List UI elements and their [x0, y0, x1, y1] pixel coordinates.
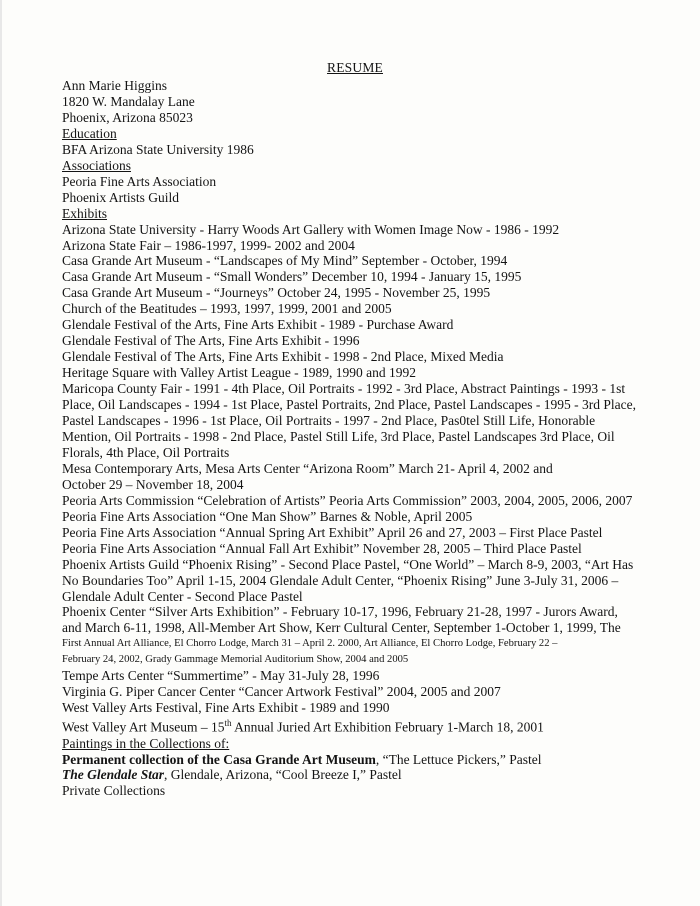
exhibit-item-line: No Boundaries Too” April 1-15, 2004 Glendale Adult Center, “Phoenix Rising” June 3-July 31, 2006 –	[62, 572, 619, 588]
exhibit-item: Arizona State University - Harry Woods Art Gallery with Women Image Now - 1986 - 1992	[62, 221, 560, 237]
exhibit-item: Peoria Fine Arts Association “Annual Fall Art Exhibit” November 28, 2005 – Third Place Pastel	[62, 540, 582, 556]
associations-heading: Associations	[62, 157, 131, 173]
exhibit-item: Peoria Fine Arts Association “One Man Show” Barnes & Noble, April 2005	[62, 508, 473, 524]
exhibit-item: Casa Grande Art Museum - “Journeys” October 24, 1995 - November 25, 1995	[62, 285, 491, 301]
exhibit-item-line: February 24, 2002, Grady Gammage Memorial Auditorium Show, 2004 and 2005	[62, 654, 409, 666]
exhibit-item: Arizona State Fair – 1986-1997, 1999- 2002 and 2004	[62, 237, 355, 253]
exhibit-text: Annual Juried Art Exhibition February 1-March 18, 2001	[231, 719, 544, 735]
exhibit-item-line: October 29 – November 18, 2004	[62, 476, 244, 492]
collection-item	[62, 752, 642, 768]
exhibit-item-line: First Annual Art Alliance, El Chorro Lodge, March 31 – April 2. 2000, Art Alliance, El Chorro Lodge, February 22 –	[62, 638, 558, 650]
exhibits-heading: Exhibits	[62, 205, 108, 221]
exhibit-item: Casa Grande Art Museum - “Small Wonders” December 10, 1994 - January 15, 1995	[62, 269, 522, 285]
exhibit-text: West Valley Art Museum – 15	[62, 719, 225, 735]
exhibit-item: Heritage Square with Valley Artist League - 1989, 1990 and 1992	[62, 365, 417, 381]
exhibit-item-line: Glendale Adult Center - Second Place Pastel	[62, 588, 303, 604]
collections-heading: Paintings in the Collections of:	[62, 735, 230, 751]
ordinal-suffix: th	[224, 718, 232, 729]
scan-edge	[0, 0, 2, 906]
collection-owner: The Glendale Star	[62, 767, 165, 783]
exhibit-item-line: Maricopa County Fair - 1991 - 4th Place, Oil Portraits - 1992 - 3rd Place, Abstract Paintings - 1993 - 1st	[62, 381, 626, 397]
education-item: BFA Arizona State University 1986	[62, 141, 254, 157]
exhibit-item-line: Phoenix Center “Silver Arts Exhibition” - February 10-17, 1996, February 21-28, 1997 - Jurors Award,	[62, 604, 618, 620]
collection-item: Private Collections	[62, 783, 166, 799]
exhibit-item-line: Pastel Landscapes - 1996 - 1st Place, Oil Portraits - 1997 - 2nd Place, Pas0tel Still Life, Honorable	[62, 413, 596, 429]
contact-address: 1820 W. Mandalay Lane	[62, 93, 195, 109]
exhibit-item: Glendale Festival of the Arts, Fine Arts Exhibit - 1989 - Purchase Award	[62, 317, 454, 333]
exhibit-item: Peoria Fine Arts Association “Annual Spring Art Exhibit” April 26 and 27, 2003 – First Place Pastel	[62, 524, 603, 540]
exhibit-item	[62, 716, 642, 735]
exhibit-item-line: Mention, Oil Portraits - 1998 - 2nd Place, Pastel Still Life, 3rd Place, Pastel Landscapes 3rd Place, Oil	[62, 428, 615, 444]
exhibit-item-line: Florals, 4th Place, Oil Portraits	[62, 444, 230, 460]
exhibit-item: Casa Grande Art Museum - “Landscapes of My Mind” September - October, 1994	[62, 253, 508, 269]
exhibit-item: Virginia G. Piper Cancer Center “Cancer Artwork Festival” 2004, 2005 and 2007	[62, 684, 501, 700]
education-heading: Education	[62, 125, 117, 141]
collection-owner: Permanent collection of the Casa Grande Art Museum	[62, 751, 376, 767]
contact-name: Ann Marie Higgins	[62, 78, 167, 93]
exhibit-item: West Valley Arts Festival, Fine Arts Exhibit - 1989 and 1990	[62, 700, 390, 716]
exhibit-item-line: Phoenix Artists Guild “Phoenix Rising” - Second Place Pastel, “One World” – March 8-9, 2003, “Art Has	[62, 556, 634, 572]
collection-item	[62, 767, 642, 783]
exhibit-item: Peoria Arts Commission “Celebration of Artists” Peoria Arts Commission” 2003, 2004, 2005, 2006, 2007	[62, 492, 633, 508]
page-title: RESUME	[327, 60, 383, 75]
exhibit-item-line: Mesa Contemporary Arts, Mesa Arts Center “Arizona Room” March 21- April 4, 2002 and	[62, 460, 553, 476]
collection-detail: , “The Lettuce Pickers,” Pastel	[375, 751, 542, 767]
exhibit-item: Glendale Festival of The Arts, Fine Arts Exhibit - 1998 - 2nd Place, Mixed Media	[62, 349, 504, 365]
exhibit-item: Tempe Arts Center “Summertime” - May 31-July 28, 1996	[62, 668, 380, 684]
collection-detail: , Glendale, Arizona, “Cool Breeze I,” Pastel	[164, 767, 402, 783]
resume-body	[62, 78, 642, 799]
association-item: Phoenix Artists Guild	[62, 189, 180, 205]
exhibit-item: Church of the Beatitudes – 1993, 1997, 1999, 2001 and 2005	[62, 301, 392, 317]
association-item: Peoria Fine Arts Association	[62, 173, 217, 189]
exhibit-item-line: Place, Oil Landscapes - 1994 - 1st Place, Pastel Portraits, 2nd Place, Pastel Landscapes - 1995 - 3rd Place,	[62, 397, 636, 413]
contact-city: Phoenix, Arizona 85023	[62, 109, 193, 125]
exhibit-item: Glendale Festival of The Arts, Fine Arts Exhibit - 1996	[62, 333, 360, 349]
exhibit-item-line: and March 6-11, 1998, All-Member Art Show, Kerr Cultural Center, September 1-October 1, 1999, The	[62, 620, 621, 636]
